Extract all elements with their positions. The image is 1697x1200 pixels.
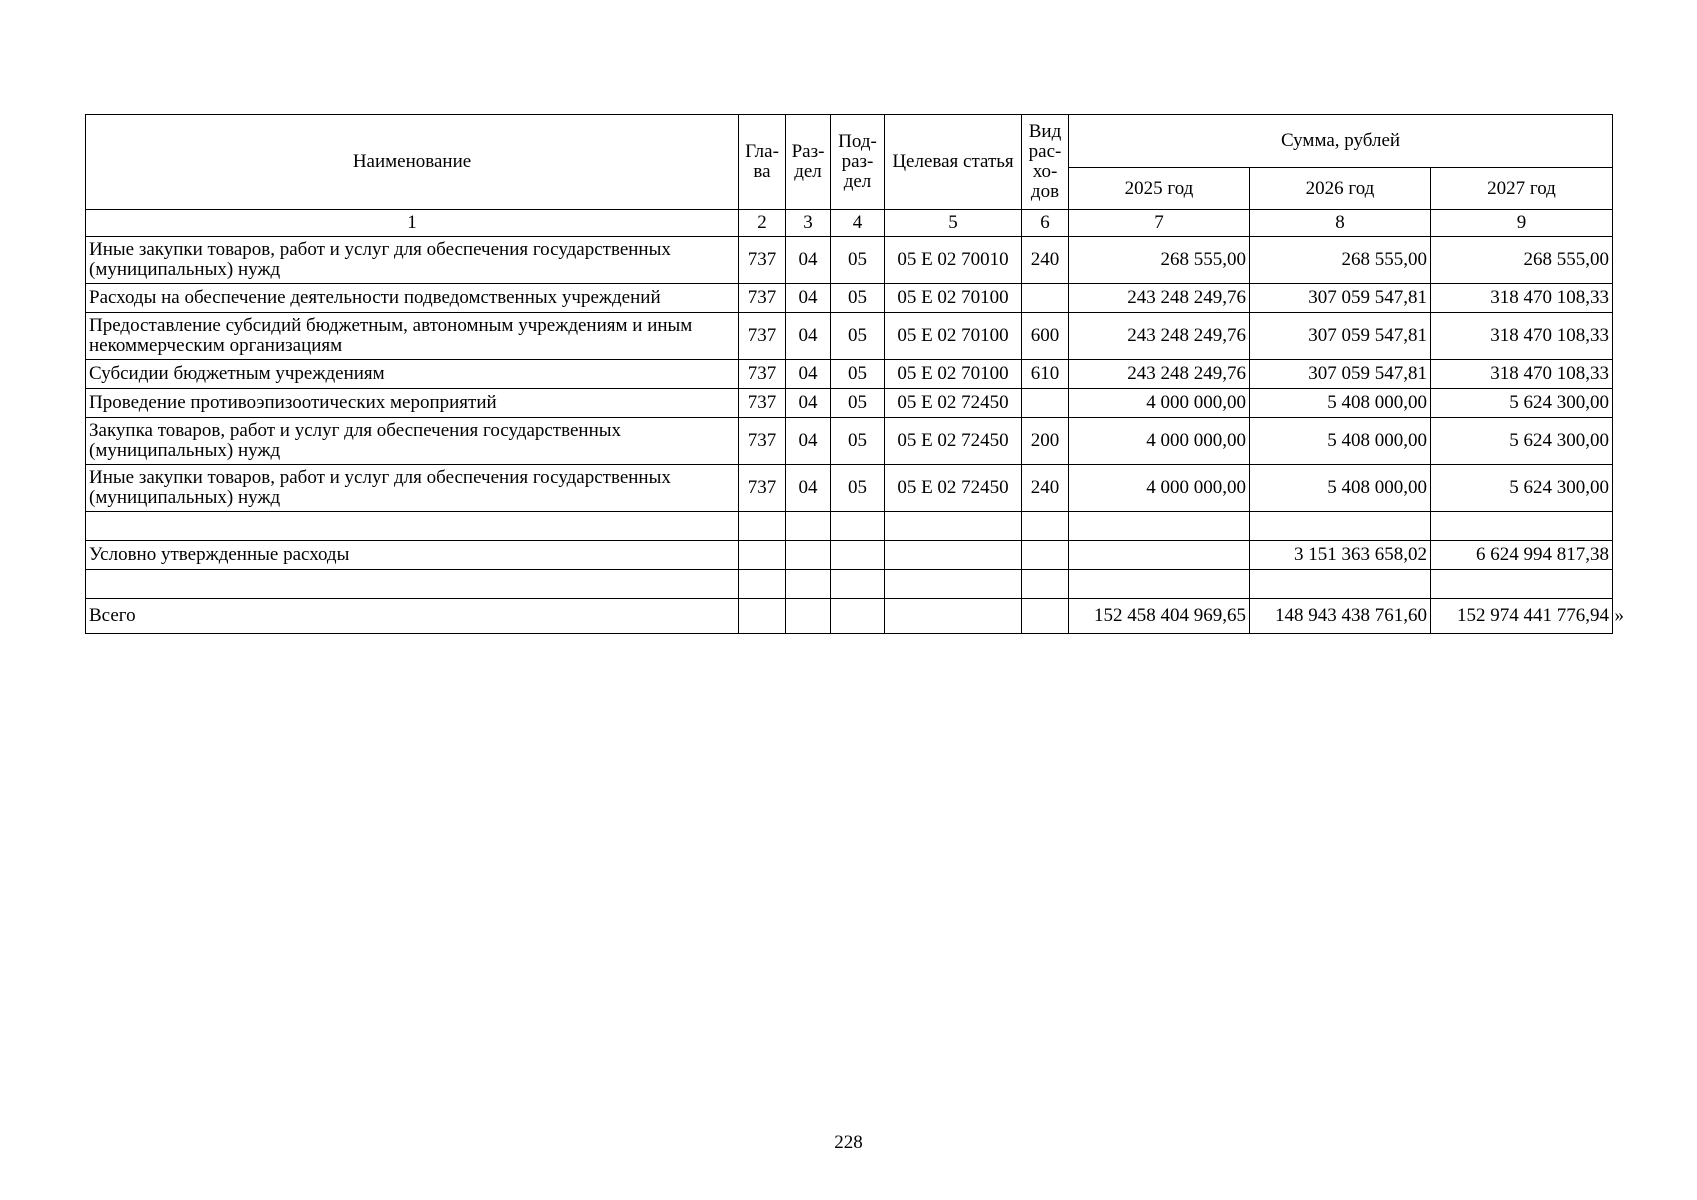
table-row	[86, 313, 1613, 360]
row-sum-2027: 5 624 300,00	[1431, 389, 1613, 418]
header-target: Целевая статья	[885, 115, 1022, 210]
row-razdel: 04	[786, 389, 831, 418]
header-glava: Гла- ва	[739, 115, 786, 210]
row-sum-2025: 243 248 249,76	[1069, 360, 1250, 389]
row-glava: 737	[739, 313, 786, 360]
row-vid: 240	[1022, 237, 1069, 284]
row-sum-2027: 5 624 300,00	[1431, 418, 1613, 465]
row-glava: 737	[739, 465, 786, 512]
total-sum-2025: 152 458 404 969,65	[1069, 599, 1250, 634]
total-sum-2027: 152 974 441 776,94	[1457, 605, 1610, 626]
row-vid	[1022, 389, 1069, 418]
row-podrazdel: 05	[831, 418, 885, 465]
row-name: Закупка товаров, работ и услуг для обеспечения государственных (муниципальных) нужд	[86, 418, 739, 465]
column-number-row	[86, 210, 1613, 237]
row-name: Иные закупки товаров, работ и услуг для обеспечения государственных (муниципальных) нужд	[86, 465, 739, 512]
row-podrazdel: 05	[831, 284, 885, 313]
row-razdel: 04	[786, 360, 831, 389]
table-row	[86, 237, 1613, 284]
conditional-sum-2027: 6 624 994 817,38	[1431, 541, 1613, 570]
header-sum: Сумма, рублей	[1069, 115, 1613, 168]
header-podrazdel: Под- раз- дел	[831, 115, 885, 210]
col-number: 6	[1022, 210, 1069, 237]
row-podrazdel: 05	[831, 389, 885, 418]
header-razdel: Раз- дел	[786, 115, 831, 210]
row-sum-2025: 4 000 000,00	[1069, 465, 1250, 512]
header-vid: Вид рас- хо- дов	[1022, 115, 1069, 210]
page-number: 228	[834, 1132, 863, 1153]
row-sum-2025: 4 000 000,00	[1069, 418, 1250, 465]
row-target: 05 Е 02 72450	[885, 389, 1022, 418]
row-vid: 600	[1022, 313, 1069, 360]
col-number: 9	[1431, 210, 1613, 237]
conditional-sum-2025	[1069, 541, 1250, 570]
conditional-sum-2026: 3 151 363 658,02	[1250, 541, 1431, 570]
row-vid	[1022, 284, 1069, 313]
row-target: 05 Е 02 70100	[885, 284, 1022, 313]
blank-row	[86, 570, 1613, 599]
row-podrazdel: 05	[831, 360, 885, 389]
table-row	[86, 284, 1613, 313]
row-razdel: 04	[786, 465, 831, 512]
table-row	[86, 465, 1613, 512]
row-glava: 737	[739, 284, 786, 313]
col-number: 2	[739, 210, 786, 237]
row-glava: 737	[739, 360, 786, 389]
row-podrazdel: 05	[831, 465, 885, 512]
row-name: Субсидии бюджетным учреждениям	[86, 360, 739, 389]
total-sum-2027-cell	[1431, 599, 1625, 634]
row-podrazdel: 05	[831, 237, 885, 284]
row-glava: 737	[739, 389, 786, 418]
row-sum-2027: 318 470 108,33	[1431, 360, 1613, 389]
row-target: 05 Е 02 72450	[885, 465, 1022, 512]
col-number: 7	[1069, 210, 1250, 237]
row-target: 05 Е 02 70100	[885, 360, 1022, 389]
row-razdel: 04	[786, 418, 831, 465]
row-name: Расходы на обеспечение деятельности подведомственных учреждений	[86, 284, 739, 313]
conditional-name: Условно утвержденные расходы	[86, 541, 739, 570]
row-sum-2026: 268 555,00	[1250, 237, 1431, 284]
row-sum-2026: 5 408 000,00	[1250, 389, 1431, 418]
col-number: 8	[1250, 210, 1431, 237]
row-sum-2027: 318 470 108,33	[1431, 313, 1613, 360]
total-sum-2026: 148 943 438 761,60	[1250, 599, 1431, 634]
row-sum-2026: 307 059 547,81	[1250, 313, 1431, 360]
row-razdel: 04	[786, 313, 831, 360]
col-number: 1	[86, 210, 739, 237]
table-row	[86, 418, 1613, 465]
row-sum-2026: 307 059 547,81	[1250, 360, 1431, 389]
row-razdel: 04	[786, 284, 831, 313]
row-name: Предоставление субсидий бюджетным, автономным учреждениям и иным некоммерческим организациям	[86, 313, 739, 360]
row-target: 05 Е 02 70100	[885, 313, 1022, 360]
header-year-2026: 2026 год	[1250, 168, 1431, 210]
conditional-expenses-row	[86, 541, 1613, 570]
blank-row	[86, 512, 1613, 541]
row-sum-2026: 5 408 000,00	[1250, 465, 1431, 512]
col-number: 4	[831, 210, 885, 237]
row-sum-2025: 4 000 000,00	[1069, 389, 1250, 418]
budget-table	[85, 114, 1625, 634]
table-row	[86, 389, 1613, 418]
row-razdel: 04	[786, 237, 831, 284]
row-sum-2026: 5 408 000,00	[1250, 418, 1431, 465]
row-glava: 737	[739, 418, 786, 465]
row-sum-2025: 268 555,00	[1069, 237, 1250, 284]
row-sum-2025: 243 248 249,76	[1069, 284, 1250, 313]
row-target: 05 Е 02 72450	[885, 418, 1022, 465]
row-sum-2026: 307 059 547,81	[1250, 284, 1431, 313]
row-sum-2027: 5 624 300,00	[1431, 465, 1613, 512]
total-row	[86, 599, 1613, 634]
row-vid: 610	[1022, 360, 1069, 389]
row-sum-2027: 268 555,00	[1431, 237, 1613, 284]
row-vid: 240	[1022, 465, 1069, 512]
row-name: Иные закупки товаров, работ и услуг для обеспечения государственных (муниципальных) нужд	[86, 237, 739, 284]
header-year-2027: 2027 год	[1431, 168, 1613, 210]
row-target: 05 Е 02 70010	[885, 237, 1022, 284]
col-number: 3	[786, 210, 831, 237]
row-vid: 200	[1022, 418, 1069, 465]
header-year-2025: 2025 год	[1069, 168, 1250, 210]
total-name: Всего	[86, 599, 739, 634]
row-glava: 737	[739, 237, 786, 284]
header-name: Наименование	[86, 115, 739, 210]
closing-quote-mark: »	[1614, 605, 1625, 626]
table-row	[86, 360, 1613, 389]
row-sum-2027: 318 470 108,33	[1431, 284, 1613, 313]
row-name: Проведение противоэпизоотических мероприятий	[86, 389, 739, 418]
row-sum-2025: 243 248 249,76	[1069, 313, 1250, 360]
row-podrazdel: 05	[831, 313, 885, 360]
col-number: 5	[885, 210, 1022, 237]
